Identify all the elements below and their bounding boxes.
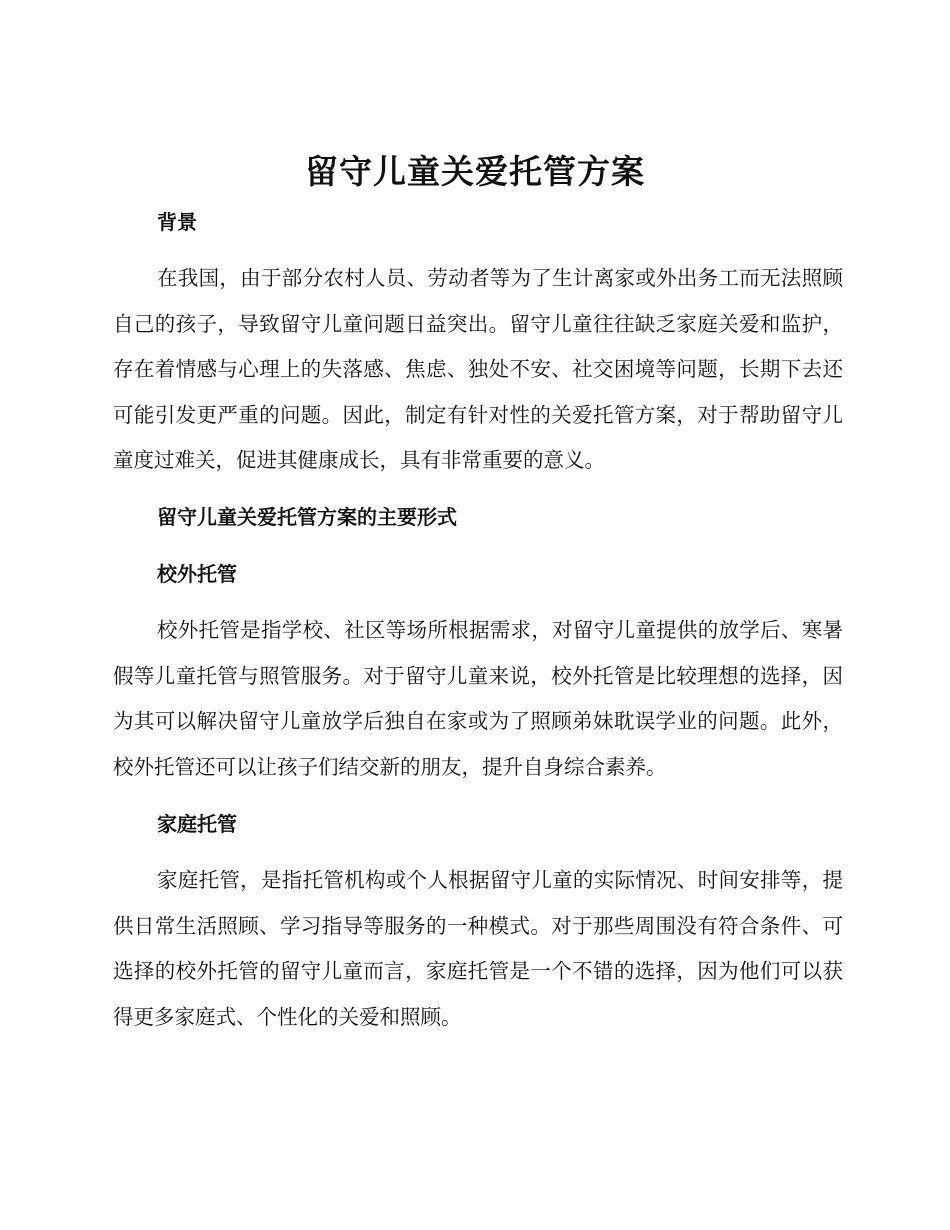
document-title: 留守儿童关爱托管方案 <box>305 152 645 191</box>
section-heading-background: 背景 <box>157 210 197 234</box>
section-heading-family: 家庭托管 <box>157 812 237 836</box>
section-paragraph-off-campus: 校外托管是指学校、社区等场所根据需求，对留守儿童提供的放学后、寒暑假等儿童托管与照管服务。对于留守儿童来说，校外托管是比较理想的选择，因为其可以解决留守儿童放学后独自在家或为了照顾弟妹耽误学业的问题。此外，校外托管还可以让孩子们结交新的朋友，提升自身综合素养。 <box>113 618 843 779</box>
section-heading-off-campus: 校外托管 <box>157 562 237 586</box>
section-heading-main-forms: 留守儿童关爱托管方案的主要形式 <box>157 505 457 529</box>
section-paragraph-family: 家庭托管，是指托管机构或个人根据留守儿童的实际情况、时间安排等，提供日常生活照顾、学习指导等服务的一种模式。对于那些周围没有符合条件、可选择的校外托管的留守儿童而言，家庭托管是一个不错的选择，因为他们可以获得更多家庭式、个性化的关爱和照顾。 <box>113 868 843 1029</box>
section-paragraph-background: 在我国，由于部分农村人员、劳动者等为了生计离家或外出务工而无法照顾自己的孩子，导致留守儿童问题日益突出。留守儿童往往缺乏家庭关爱和监护，存在着情感与心理上的失落感、焦虑、独处不安、社交困境等问题，长期下去还可能引发更严重的问题。因此，制定有针对性的关爱托管方案，对于帮助留守儿童度过难关，促进其健康成长，具有非常重要的意义。 <box>113 266 843 472</box>
